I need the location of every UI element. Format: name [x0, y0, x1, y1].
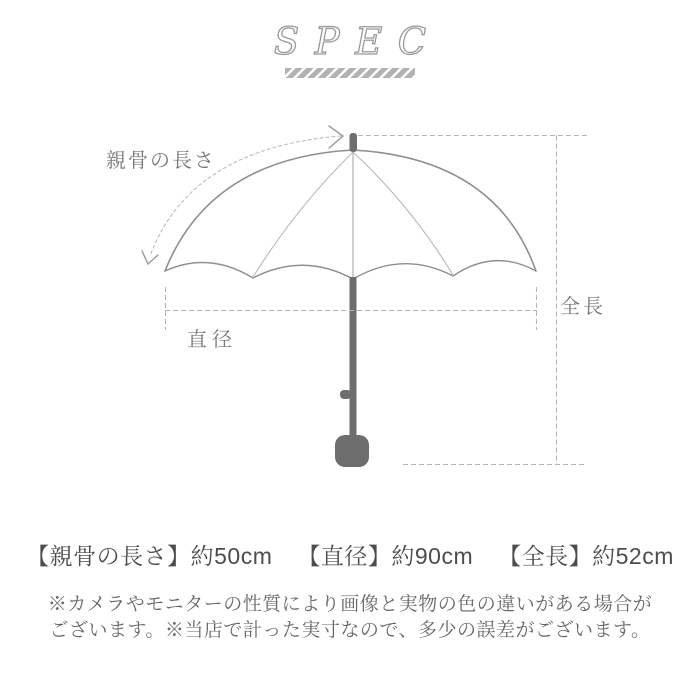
arrow-right-icon	[329, 126, 343, 148]
label-rib-length: 親骨の長さ	[106, 150, 216, 172]
disclaimer-line-1: ※カメラやモニターの性質により画像と実物の色の違いがある場合が	[47, 594, 653, 615]
umbrella-ferrule	[350, 133, 358, 152]
umbrella-handle	[335, 435, 369, 467]
umbrella-canopy	[165, 150, 536, 279]
umbrella-rib-right	[353, 152, 453, 275]
spec-measurements	[0, 538, 700, 571]
umbrella-hardware	[335, 133, 369, 467]
umbrella-runner-knob	[340, 390, 351, 399]
canopy-scalloped-edge	[165, 261, 536, 279]
spec-total-length: 【全長】約52cm	[498, 543, 674, 569]
disclaimer	[0, 592, 700, 644]
dimension-lines	[165, 136, 587, 465]
label-total-length: 全長	[560, 296, 606, 318]
page-title: SPEC	[273, 20, 442, 63]
disclaimer-line-2: ございます。※当店で計った実寸なので、多少の誤差がございます。	[49, 620, 651, 641]
spec-diameter: 【直径】約90cm	[297, 543, 474, 569]
label-diameter: 直径	[187, 329, 237, 351]
umbrella-rib-left	[253, 152, 353, 277]
umbrella-shaft	[350, 277, 357, 439]
arrow-down-icon	[142, 251, 158, 264]
spec-rib-length: 【親骨の長さ】約50cm	[26, 543, 273, 569]
